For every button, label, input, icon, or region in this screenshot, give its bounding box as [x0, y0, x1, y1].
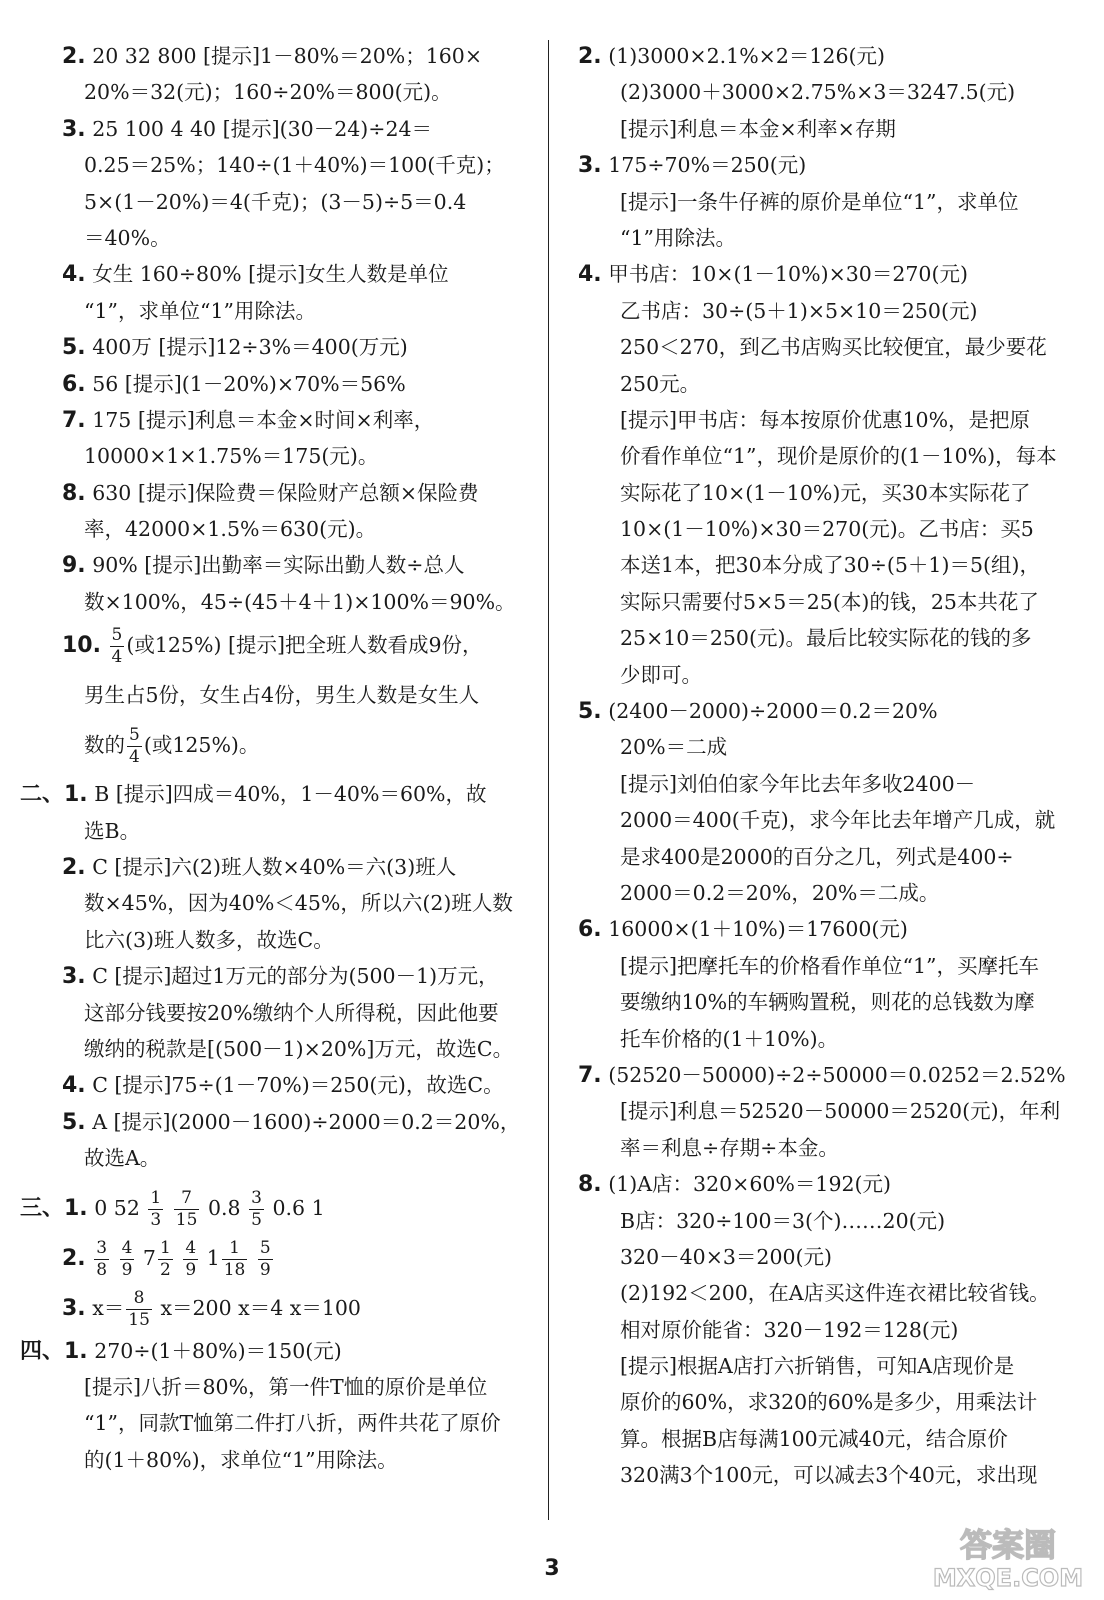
- fraction-numerator: 5: [129, 725, 140, 746]
- text-line: [578, 1275, 1070, 1311]
- line-text: 数×45%，因为40%＜45%，所以六(2)班人数: [84, 891, 513, 916]
- fraction: [94, 1238, 109, 1281]
- watermark-logo: [916, 1516, 1086, 1594]
- fraction-denominator: 15: [175, 1209, 198, 1230]
- line-text: 实际只需要付5×5＝25(本)的钱，25本共花了: [620, 589, 1039, 614]
- text-line: [578, 511, 1070, 547]
- text-line: [20, 1405, 530, 1441]
- text-line: [578, 1384, 1070, 1420]
- answer-row: [20, 1283, 530, 1333]
- fraction-numerator: 3: [251, 1187, 262, 1208]
- text-line: [578, 220, 1070, 256]
- line-text: 原价的60%，求320的60%是多少，用乘法计: [620, 1390, 1038, 1415]
- line-text: [提示]一条牛仔裤的原价是单位“1”，求单位: [620, 189, 1019, 214]
- text-line: [20, 1369, 530, 1405]
- line-text: 本送1本，把30本分成了30÷(5＋1)＝5(组)，: [620, 553, 1041, 578]
- fraction: [120, 1238, 135, 1281]
- answer-row: [20, 1183, 530, 1233]
- text-line: [578, 74, 1070, 110]
- item-number: 4.: [62, 262, 86, 288]
- line-text: 630 [提示]保险费＝保险财产总额×保险费: [92, 480, 479, 505]
- line-text: 要缴纳10%的车辆购置税，则花的总钱数为摩: [620, 990, 1035, 1015]
- item-number: 二、1.: [20, 782, 88, 808]
- item-number: 10.: [62, 633, 101, 659]
- line-text: 女生 160÷80% [提示]女生人数是单位: [92, 262, 449, 287]
- item-number: 2.: [62, 855, 86, 881]
- answer-value: 0.6: [272, 1195, 306, 1220]
- text-line: [578, 256, 1070, 292]
- text-line: [20, 670, 530, 720]
- text-line: [578, 1312, 1070, 1348]
- line-text: C [提示]超过1万元的部分为(500－1)万元，: [92, 964, 499, 989]
- item-number: 2.: [62, 1245, 86, 1271]
- text-line: [20, 511, 530, 547]
- left-column: [20, 38, 530, 1478]
- text-line: [20, 329, 530, 365]
- item-number: 2.: [62, 44, 86, 69]
- fraction: [183, 1238, 198, 1281]
- text-line: [578, 620, 1070, 656]
- line-text: “1”，求单位“1”用除法。: [84, 298, 317, 323]
- text-line: [578, 293, 1070, 329]
- column-divider: [548, 40, 549, 1520]
- answer-value: 52: [113, 1195, 140, 1220]
- line-text: 的(1＋80%)，求单位“1”用除法。: [84, 1447, 398, 1472]
- text-line: [578, 475, 1070, 511]
- line-text: 20 32 800 [提示]1－80%＝20%；160×: [92, 44, 483, 68]
- item-number: 三、1.: [20, 1195, 88, 1221]
- line-text: C [提示]六(2)班人数×40%＝六(3)班人: [92, 855, 457, 880]
- item-number: 7.: [578, 1062, 602, 1088]
- line-text: (2)192＜200，在A店买这件连衣裙比较省钱。: [620, 1281, 1050, 1306]
- line-text: [提示]刘伯伯家今年比去年多收2400－: [620, 771, 976, 796]
- item-number: 3.: [62, 964, 86, 990]
- text-line: [578, 729, 1070, 765]
- line-text: “1”，同款T恤第二件打八折，两件共花了原价: [84, 1411, 501, 1436]
- line-text: 5×(1－20%)＝4(千克)；(3－5)÷5＝0.4: [84, 189, 467, 214]
- text-line: [578, 1348, 1070, 1384]
- text-line: [20, 547, 530, 583]
- text-line: [20, 74, 530, 110]
- text-line: [20, 958, 530, 994]
- fraction-numerator: 3: [96, 1237, 108, 1258]
- text-line: [20, 995, 530, 1031]
- line-text: 20%＝二成: [620, 735, 728, 760]
- item-number: 6.: [62, 371, 86, 397]
- text-line: [578, 984, 1070, 1020]
- text-line: [20, 38, 530, 74]
- line-text: 数的: [84, 733, 125, 758]
- line-text: 数×100%，45÷(45＋4＋1)×100%＝90%。: [84, 589, 516, 614]
- item-number: 4.: [62, 1073, 86, 1099]
- line-text: 实际花了10×(1－10%)元，买30本实际花了: [620, 480, 1031, 505]
- text-line: [20, 885, 530, 921]
- line-text: 率＝利息÷存期÷本金。: [620, 1135, 839, 1160]
- line-text: 400万 [提示]12÷3%＝400(万元): [92, 335, 408, 360]
- fraction-denominator: 18: [223, 1259, 246, 1280]
- fraction-denominator: 3: [150, 1209, 162, 1230]
- text-line: [20, 1140, 530, 1176]
- line-text: [提示]根据A店打六折销售，可知A店现价是: [620, 1354, 1015, 1379]
- fraction-numerator: 4: [185, 1237, 197, 1258]
- answer-value: 1: [311, 1195, 325, 1220]
- text-line: [20, 111, 530, 147]
- text-line: [578, 875, 1070, 911]
- answer-value: 0.8: [207, 1195, 241, 1220]
- fraction-denominator: 9: [259, 1259, 271, 1280]
- line-text: [提示]利息＝52520－50000＝2520(元)，年利: [620, 1099, 1061, 1124]
- text-line: [20, 147, 530, 183]
- answer-value: x＝200 x＝4 x＝100: [160, 1295, 361, 1320]
- line-text: “1”用除法。: [620, 225, 737, 250]
- fraction: [249, 1188, 264, 1231]
- line-text: (或125%)。: [143, 733, 260, 758]
- text-line: [578, 657, 1070, 693]
- text-line: [20, 849, 530, 885]
- text-line: [578, 1239, 1070, 1275]
- line-text: 这部分钱要按20%缴纳个人所得税，因此他要: [84, 1000, 499, 1025]
- item-number: 5.: [578, 699, 602, 725]
- text-line: [20, 584, 530, 620]
- text-line: [578, 766, 1070, 802]
- line-text: 价看作单位“1”，现价是原价的(1－10%)，每本: [620, 444, 1057, 469]
- text-line: [20, 366, 530, 402]
- item-number: 3.: [62, 1295, 86, 1321]
- line-text: 175 [提示]利息＝本金×时间×利率，: [92, 407, 435, 432]
- item-number: 8.: [578, 1172, 602, 1198]
- line-text: 率，42000×1.5%＝630(元)。: [84, 517, 377, 542]
- item-number: 3.: [578, 153, 602, 179]
- text-line: [578, 1203, 1070, 1239]
- line-text: 甲书店：10×(1－10%)×30＝270(元): [608, 262, 968, 287]
- text-line: [20, 293, 530, 329]
- text-line: [578, 1021, 1070, 1057]
- item-number: 7.: [62, 407, 86, 433]
- text-line: [20, 1442, 530, 1478]
- line-text: 90% [提示]出勤率＝实际出勤人数÷总人: [92, 553, 465, 578]
- text-line: [20, 184, 530, 220]
- fraction: [222, 1238, 248, 1281]
- text-line: [20, 620, 530, 670]
- answer-value: x＝: [92, 1295, 125, 1320]
- line-text: A [提示](2000－1600)÷2000＝0.2＝20%，: [92, 1109, 521, 1134]
- text-line: [20, 1067, 530, 1103]
- line-text: C [提示]75÷(1－70%)＝250(元)，故选C。: [92, 1073, 504, 1098]
- fraction: [127, 725, 142, 768]
- fraction-denominator: 2: [159, 1259, 171, 1280]
- line-text: (1)3000×2.1%×2＝126(元): [608, 44, 886, 68]
- fraction: [174, 1188, 200, 1231]
- line-text: B店：320÷100＝3(个)……20(元): [620, 1208, 946, 1233]
- text-line: [578, 438, 1070, 474]
- fraction-denominator: 15: [128, 1309, 150, 1330]
- text-line: [578, 184, 1070, 220]
- svg-text:MXQE.COM: MXQE.COM: [932, 1564, 1084, 1592]
- item-number: 5.: [62, 335, 86, 361]
- text-line: [578, 948, 1070, 984]
- text-line: [20, 438, 530, 474]
- item-number: 5.: [62, 1109, 86, 1135]
- text-line: [20, 256, 530, 292]
- line-text: 男生占5份，女生占4份，男生人数是女生人: [84, 683, 480, 708]
- item-number: 4.: [578, 262, 602, 288]
- fraction-denominator: 4: [111, 647, 123, 668]
- line-text: 250＜270，到乙书店购买比较便宜，最少要花: [620, 335, 1047, 360]
- line-text: 25 100 4 40 [提示](30－24)÷24＝: [92, 116, 433, 141]
- line-text: [提示]八折＝80%，第一件T恤的原价是单位: [84, 1374, 488, 1399]
- answer-value: 7: [142, 1245, 156, 1270]
- text-line: [20, 402, 530, 438]
- text-line: [578, 1130, 1070, 1166]
- text-line: [578, 1166, 1070, 1202]
- line-text: (2)3000＋3000×2.75%×3＝3247.5(元): [620, 80, 1016, 105]
- line-text: 算。根据B店每满100元减40元，结合原价: [620, 1426, 1008, 1451]
- fraction-numerator: 7: [174, 1188, 200, 1210]
- fraction: [110, 625, 125, 668]
- text-line: [578, 147, 1070, 183]
- text-line: [20, 220, 530, 256]
- fraction: [158, 1238, 173, 1281]
- line-text: 相对原价能省：320－192＝128(元): [620, 1317, 959, 1342]
- text-line: [578, 693, 1070, 729]
- line-text: [提示]甲书店：每本按原价优惠10%，是把原: [620, 407, 1031, 432]
- line-text: ＝40%。: [84, 225, 171, 250]
- text-line: [20, 1333, 530, 1369]
- answer-row: [20, 1233, 530, 1283]
- line-text: 16000×(1＋10%)＝17600(元): [608, 917, 908, 942]
- fraction-numerator: 1: [159, 1237, 171, 1258]
- text-line: [578, 1093, 1070, 1129]
- line-text: (2400－2000)÷2000＝0.2＝20%: [608, 699, 938, 724]
- fraction-numerator: 1: [150, 1187, 162, 1208]
- text-line: [578, 111, 1070, 147]
- text-line: [20, 776, 530, 812]
- line-text: 缴纳的税款是[(500－1)×20%]万元，故选C。: [84, 1036, 514, 1061]
- item-number: 9.: [62, 553, 86, 579]
- line-text: 320－40×3＝200(元): [620, 1244, 833, 1269]
- text-line: [20, 1104, 530, 1140]
- line-text: 10000×1×1.75%＝175(元)。: [84, 444, 379, 469]
- answer-value: 1: [206, 1245, 220, 1270]
- line-text: 2000＝0.2＝20%，20%＝二成。: [620, 880, 940, 905]
- line-text: [提示]把摩托车的价格看作单位“1”，买摩托车: [620, 953, 1039, 978]
- fraction-denominator: 5: [251, 1209, 262, 1230]
- text-line: [578, 802, 1070, 838]
- line-text: (52520－50000)÷2÷50000＝0.0252＝2.52%: [608, 1062, 1066, 1087]
- line-text: 0.25＝25%；140÷(1＋40%)＝100(千克)；: [84, 153, 505, 178]
- line-text: 250元。: [620, 371, 701, 396]
- item-number: 3.: [62, 116, 86, 142]
- fraction-numerator: 5: [259, 1237, 271, 1258]
- text-line: [578, 547, 1070, 583]
- text-line: [20, 813, 530, 849]
- text-line: [20, 1031, 530, 1067]
- text-line: [578, 911, 1070, 947]
- line-text: (或125%) [提示]把全班人数看成9份，: [126, 633, 483, 658]
- right-column: [578, 38, 1070, 1494]
- fraction-denominator: 4: [129, 747, 140, 768]
- line-text: 56 [提示](1－20%)×70%＝56%: [92, 371, 406, 396]
- text-line: [578, 1057, 1070, 1093]
- text-line: [20, 720, 530, 770]
- answer-value: 0: [94, 1195, 108, 1220]
- line-text: [提示]利息＝本金×利率×存期: [620, 116, 896, 141]
- text-line: [578, 584, 1070, 620]
- text-line: [578, 366, 1070, 402]
- line-text: 270÷(1＋80%)＝150(元): [94, 1338, 342, 1363]
- fraction: [148, 1188, 163, 1231]
- line-text: 选B。: [84, 818, 141, 843]
- line-text: 是求400是2000的百分之几，列式是400÷: [620, 844, 1014, 869]
- fraction: [126, 1288, 152, 1331]
- text-line: [578, 402, 1070, 438]
- fraction-numerator: 4: [121, 1237, 133, 1258]
- item-number: 8.: [62, 480, 86, 506]
- line-text: 托车价格的(1＋10%)。: [620, 1026, 839, 1051]
- fraction-numerator: 1: [222, 1238, 248, 1260]
- line-text: 320满3个100元，可以减去3个40元，求出现: [620, 1463, 1038, 1488]
- fraction-denominator: 9: [121, 1259, 133, 1280]
- text-line: [20, 475, 530, 511]
- text-line: [578, 329, 1070, 365]
- fraction-denominator: 8: [96, 1259, 108, 1280]
- line-text: 10×(1－10%)×30＝270(元)。乙书店：买5: [620, 517, 1034, 542]
- text-line: [578, 1421, 1070, 1457]
- line-text: 故选A。: [84, 1146, 161, 1171]
- line-text: 少即可。: [620, 662, 702, 687]
- item-number: 四、1.: [20, 1338, 88, 1364]
- text-line: [578, 839, 1070, 875]
- line-text: 2000＝400(千克)，求今年比去年增产几成，就: [620, 808, 1056, 833]
- text-line: [578, 38, 1070, 74]
- line-text: B [提示]四成＝40%，1－40%＝60%，故: [94, 782, 487, 807]
- line-text: 比六(3)班人数多，故选C。: [84, 927, 334, 952]
- page-number: 3: [544, 1556, 560, 1581]
- fraction-denominator: 9: [185, 1259, 197, 1280]
- item-number: 2.: [578, 44, 602, 69]
- line-text: 175÷70%＝250(元): [608, 153, 807, 178]
- text-line: [578, 1457, 1070, 1493]
- line-text: 25×10＝250(元)。最后比较实际花的钱的多: [620, 626, 1032, 651]
- line-text: (1)A店：320×60%＝192(元): [608, 1172, 892, 1197]
- item-number: 6.: [578, 917, 602, 943]
- fraction: [258, 1238, 273, 1281]
- fraction-numerator: 8: [126, 1288, 152, 1310]
- line-text: 乙书店：30÷(5＋1)×5×10＝250(元): [620, 298, 978, 323]
- text-line: [20, 922, 530, 958]
- svg-text:答案圈: 答案圈: [959, 1526, 1057, 1564]
- fraction-numerator: 5: [111, 625, 123, 646]
- line-text: 20%＝32(元)；160÷20%＝800(元)。: [84, 80, 452, 105]
